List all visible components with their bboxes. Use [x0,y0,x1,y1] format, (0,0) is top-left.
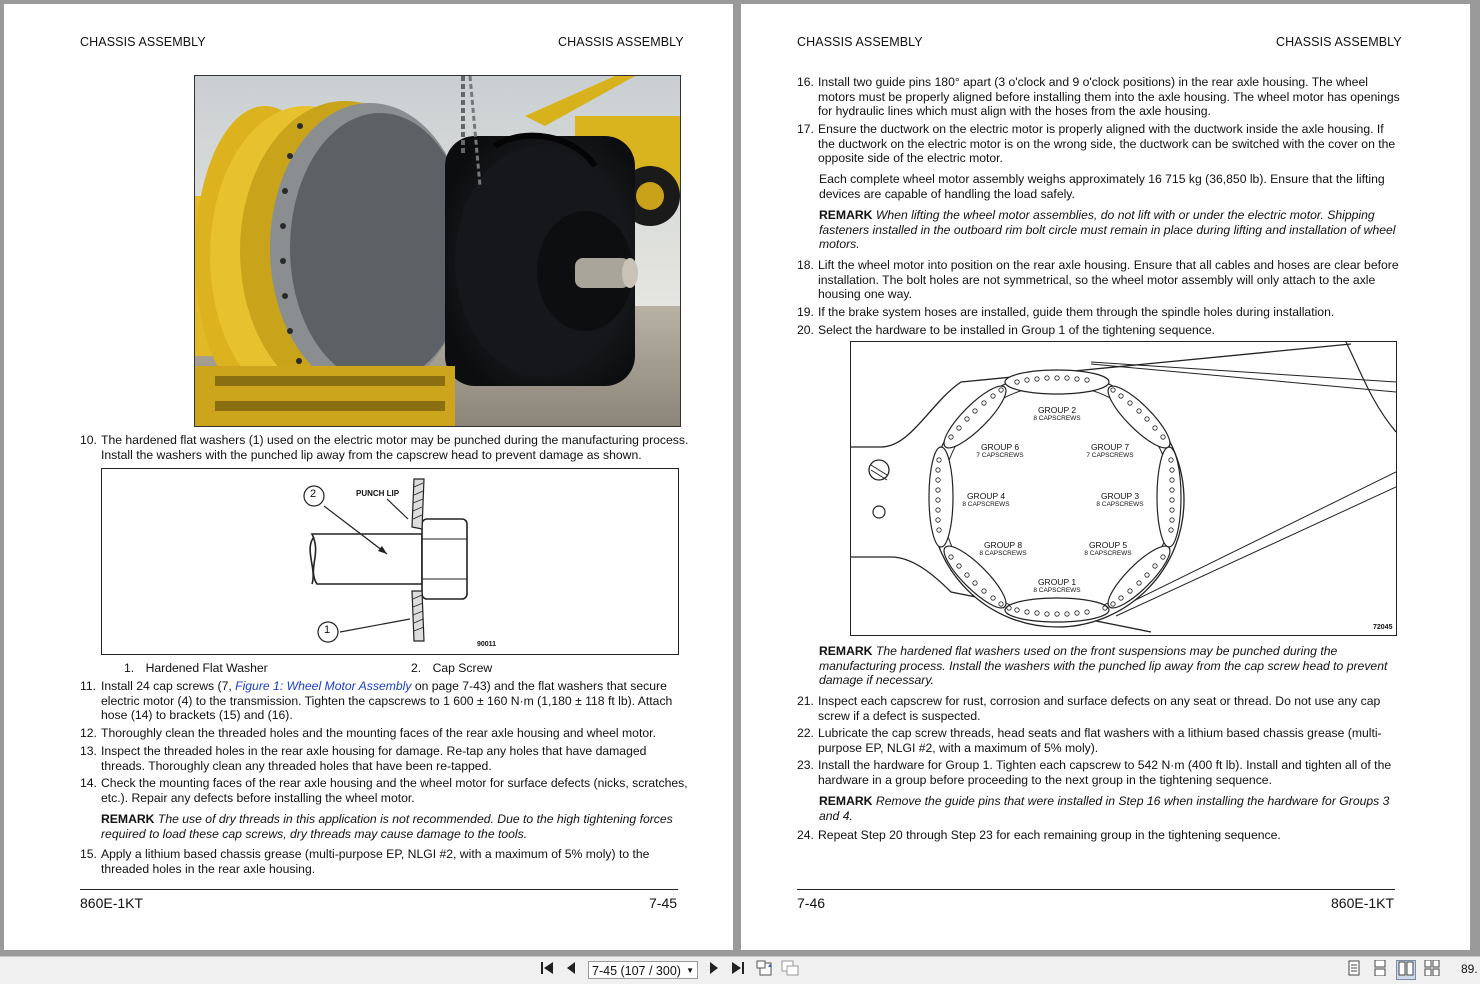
prev-page-icon[interactable] [561,960,581,980]
callout-2: 2 [310,488,317,500]
step-text-line: Select the hardware to be installed in Group 1 of the tightening sequence. [818,323,1216,337]
group-label: GROUP 1 8 CAPSCREWS [1033,577,1081,594]
step-number: 21. [797,694,814,708]
group-label: GROUP 7 7 CAPSCREWS [1086,442,1134,459]
tightening-sequence-drawing [851,342,1396,635]
group-label: GROUP 2 8 CAPSCREWS [1033,405,1081,422]
footer-page-number: 7-46 [797,895,826,911]
step-text-line: If the brake system hoses are installed, guide them through the spindle holes during installation. [818,305,1335,319]
step-text-line: Apply a lithium based chassis grease (multi-purpose EP, NLGI #2, with a maximum of 5% moly) to the [101,847,650,861]
step-text-line: the ductwork on the electric motor is on the wrong side, the ductwork can be switched with the cover on the [818,136,1396,151]
step-text-line: installation. The bolt holes are not symmetrical, so the wheel motor assembly will only attach to the axle [818,272,1376,287]
remark-text-line: manufacturing process. Install the washers with the punched lip away from the cap screw head to prevent [819,658,1388,673]
step-text-line: Install 24 cap screws (7, [101,679,236,693]
remark-label: REMARK [819,644,873,658]
page-header-right: CHASSIS ASSEMBLY [558,35,684,49]
footer-model: 860E-1KT [1331,895,1395,911]
note-text-line: Each complete wheel motor assembly weighs approximately 16 715 kg (36,850 lb). Ensure that the lifting [819,172,1385,186]
step-text-line: Install two guide pins 180° apart (3 o'clock and 9 o'clock positions) in the rear axle housing. The wheel [818,75,1368,89]
remark-text-line: damage if necessary. [819,673,934,688]
group-label: GROUP 6 7 CAPSCREWS [976,442,1024,459]
group-label: GROUP 5 8 CAPSCREWS [1084,540,1132,557]
callout-1: 1 [324,624,331,636]
step-text-line: purpose EP, NLGI #2, with a maximum of 5% moly). [818,740,1099,755]
step-number: 23. [797,758,814,772]
step-text-line: on page 7-43) and the flat washers that secure [411,679,667,693]
step-text-line: Check the mounting faces of the rear axle housing and the wheel motor for surface defects (nicks, scratches, [101,776,688,790]
remark-note [819,644,1387,688]
page-indicator: 7-45 (107 / 300) [592,964,681,978]
figure-link[interactable]: Figure 1: Wheel Motor Assembly [235,679,412,693]
step-number: 12. [80,726,97,740]
legend-number: 1. [124,661,135,675]
remark-note [101,812,673,841]
continuous-icon[interactable] [1370,960,1390,980]
step-text-line: hardware in a group before proceeding to the next group in the tightening sequence. [818,772,1272,787]
remark-label: REMARK [101,812,155,826]
step-text-line: housing one way. [818,287,912,302]
step-number: 11. [80,679,97,693]
step-number: 10. [80,433,97,447]
step-number: 19. [797,305,814,319]
two-page-continuous-icon[interactable] [1422,960,1442,980]
step-number: 22. [797,726,814,740]
remark-text-line: motors. [819,237,860,252]
remark-text-line: and 4. [819,808,853,823]
chevron-down-icon: ▼ [686,966,694,975]
first-page-icon[interactable] [537,960,557,980]
two-page-icon[interactable] [1396,960,1416,980]
legend-label: Cap Screw [432,661,493,675]
note-text-line: devices are capable of handling the load safely. [819,186,1075,201]
next-page-icon[interactable] [704,960,724,980]
step-text-line: Lift the wheel motor into position on the rear axle housing. Ensure that all cables and hoses are clear before [818,258,1399,272]
step-text-line: Install the washers with the punched lip away from the capscrew head to prevent damage as shown. [101,447,642,462]
group-label: GROUP 3 8 CAPSCREWS [1096,491,1144,508]
wheel-motor-photo-drawing [195,76,680,426]
remark-text-line: required to load these cap screws, dry threads may cause damage to the tools. [101,826,528,841]
tightening-sequence-diagram [850,341,1397,636]
step-text-line: Lubricate the cap screw threads, head seats and flat washers with a lithium based chassis grease (multi- [818,726,1382,740]
remark-note [819,794,1389,823]
step-text-line: threaded holes in the rear axle housing. [101,861,316,876]
step-text-line: Thoroughly clean the threaded holes and the mounting faces of the rear axle housing and wheel motor. [101,726,656,740]
document-page-left [4,4,733,950]
group-label: GROUP 4 8 CAPSCREWS [962,491,1010,508]
step-number: 24. [797,828,814,842]
page-header-right: CHASSIS ASSEMBLY [1276,35,1402,49]
step-text-line: motors must be properly aligned before installing them into the axle housing. The wheel motor has openings [818,89,1400,104]
remark-text-line: When lifting the wheel motor assemblies, do not lift with or under the electric motor. Shipping [872,208,1375,222]
step-text-line: hose (14) to brackets (15) and (16). [101,708,293,723]
footer-page-number: 7-45 [649,895,678,911]
weight-note [819,172,1385,201]
step-text-line: The hardened flat washers (1) used on the electric motor may be punched during the manufacturing process. [101,433,689,447]
step-number: 17. [797,122,814,136]
step-text-line: electric motor (4) to the transmission. Tighten the capscrews to 1 600 ± 160 N·m (1,180 ± 118 ft lb). Attach [101,693,673,708]
step-text-line: threads. Thoroughly clean any threaded holes that have been re-tapped. [101,758,492,773]
remark-label: REMARK [819,794,873,808]
step-text-line: screw if a defect is suspected. [818,708,981,723]
figure-legend [411,661,492,675]
figure-id: 72045 [1373,624,1393,631]
step-text-line: Ensure the ductwork on the electric motor is properly aligned with the ductwork inside the axle housing. If [818,122,1384,136]
step-number: 15. [80,847,97,861]
page-header-left: CHASSIS ASSEMBLY [80,35,206,49]
page-select[interactable] [588,961,698,979]
remark-text-line: Remove the guide pins that were installed in Step 16 when installing the hardware for Groups 3 [872,794,1390,808]
legend-label: Hardened Flat Washer [145,661,268,675]
remark-note [819,208,1396,252]
remark-text-line: fasteners installed in the outboard rim bolt circle must remain in place during lifting and installation of wheel [819,222,1396,237]
step-number: 14. [80,776,97,790]
footer-model: 860E-1KT [80,895,144,911]
step-number: 16. [797,75,814,89]
step-text-line: opposite side of the electric motor. [818,151,1003,166]
wheel-motor-photo [194,75,681,427]
single-page-icon[interactable] [1344,960,1364,980]
document-page-right [741,4,1470,950]
legend-number: 2. [411,661,422,675]
remark-text-line: The use of dry threads in this application is not recommended. Due to the high tightening forces [154,812,673,826]
go-forward-icon[interactable] [780,960,800,980]
zoom-level[interactable]: 89. [1461,962,1478,976]
step-number: 13. [80,744,97,758]
last-page-icon[interactable] [728,960,748,980]
viewer-toolbar [0,956,1480,984]
remark-label: REMARK [819,208,873,222]
figure-id: 90011 [477,641,497,648]
step-text-line: Install the hardware for Group 1. Tighten each capscrew to 542 N·m (400 ft lb). Install and tighten all of the [818,758,1392,772]
punch-lip-label: PUNCH LIP [356,489,400,498]
step-number: 18. [797,258,814,272]
footer-rule [80,889,678,890]
group-label: GROUP 8 8 CAPSCREWS [979,540,1027,557]
step-number: 20. [797,323,814,337]
step-text-line: Repeat Step 20 through Step 23 for each remaining group in the tightening sequence. [818,828,1281,842]
remark-text-line: The hardened flat washers used on the front suspensions may be punched during the [872,644,1338,658]
footer-rule [797,889,1395,890]
step-text-line: etc.). Repair any defects before installing the wheel motor. [101,790,415,805]
step-text-line: for hydraulic lines which must align with the hoses from the axle housing. [818,104,1211,119]
step-text-line: Inspect each capscrew for rust, corrosion and surface defects on any seat or thread. Do not use any cap [818,694,1381,708]
washer-diagram [101,468,679,655]
step-text-line: Inspect the threaded holes in the rear axle housing for damage. Re-tap any holes that have damaged [101,744,647,758]
figure-legend [124,661,268,675]
page-header-left: CHASSIS ASSEMBLY [797,35,923,49]
go-back-icon[interactable] [755,960,775,980]
